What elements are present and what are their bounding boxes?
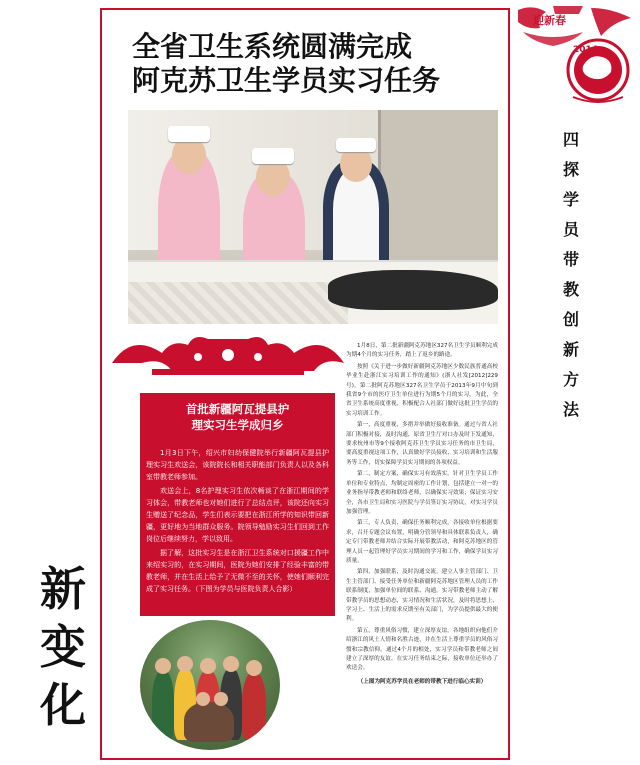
side-title-char: 学 [562,190,579,209]
ribbon-decoration [112,333,344,377]
new-year-badge [513,2,638,107]
new-year-year: 2014 [573,45,599,55]
sub-headline [140,393,335,443]
sidebar-story [140,443,335,616]
article-paragraph: 第五，尊重风俗习惯，建立深厚友谊。各地组织向他们介绍浙江的风土人情和名胜古迹，并在生活上尊重学员的风俗习惯和宗教信仰。通过4个月的相处，实习学员和带教老师之间建立了深厚的友谊。在实习任务结束之际，接收单位还举办了欢送会。 [346,627,498,672]
side-title-char: 创 [562,310,579,329]
headline [132,30,472,98]
article-paragraph: 第四，加强联系，及时沟通交流。建立人事主管部门、卫生主管部门、接受任务单位和新疆阿克苏地区管理人员的工作联系制度，加强单位间的联系、沟通。实习带教老师主动了解带教学员的思想动态，实习情况和生活状况，及时将思想上、学习上、生活上的需求反馈至有关部门，为学员提供最大的便利。 [346,569,498,623]
section-title-char: 新 [40,562,86,616]
side-title-char: 四 [562,130,579,149]
main-article [346,342,498,752]
sidebar-paragraph: 据了解，这批实习生是在浙江卫生系统对口援疆工作中来绍实习的，在实习期间，医院为她们安排了经验丰富的带教老师，并在生活上给予了无微不至的关怀，使她们顺利完成了实习任务。（下图为学员与医院负责人合影） [146,549,329,593]
sub-headline-line-1: 首批新疆阿瓦提县护 [185,402,290,416]
article-paragraph: 第一，高度重视，多措并举做好接收准备。通过与省人社部门积极对接，及时沟通，原省卫生厅对口办及时下发通知，要求杭州市等9个接收阿克苏卫生学员实习任务的市卫生局，要高度重视这项工作，认真做好学员接收、实习培训和生活服务等工作，切实保障学员实习期间的各项权益。 [346,422,498,466]
group-photo [140,620,280,750]
headline-line-1: 全省卫生系统圆满完成 [132,30,413,63]
sidebar-paragraph: 1月3日下午，绍兴市妇幼保健院举行新疆阿瓦提县护理实习生欢送会，该院院长和相关职能部门负责人以及各科室带教老师参加。 [146,449,329,481]
side-title-char: 方 [562,370,579,389]
section-title-char: 化 [40,678,86,732]
article-paragraph: 第三，专人负责，确保任务顺利完成。各接收单位根据要求，召开专题会议布置，明确分管领导和具体联系负责人，确定专门带教老师并结合实际开展带教活动，和阿克苏地区的管理人员一起管理好学员实习期间的学习和工作，确保学员实习质量。 [346,520,498,564]
photo-caption: （上图为阿克苏学员在老师的带教下进行临心实训） [357,678,487,685]
side-title-char: 带 [562,250,579,269]
article-paragraph: 第二，制定方案，确保实习有效落实。针对卫生学员工作单位和专业特点，均制定周密的工作计划，包括建立一对一的业务指导带教老师和联络老师，以确保实习效果；保证实习安全，各市卫生局和实习医院与学员签订实习协议，对实习学员加强管理。 [346,471,498,515]
side-title-char: 探 [562,160,579,179]
article-paragraph: 按照《关于进一步做好新疆阿克苏地区少数民族普通高校毕业生赴浙江实习培训工作的通知》(浙人社发[2012]229号)，第二批阿克苏地区327名卫生学员于2013年9月中旬到我省9个市的医疗卫生单位进行为期5个月的实习。为此，全省卫生系统高度重视，积极配合人社部门做好这批卫生学员的实习培训工作。 [346,363,498,417]
new-year-script: 迎新春 [533,14,566,27]
headline-line-2: 阿克苏卫生学员实习任务 [132,64,441,97]
section-title-char: 变 [40,620,86,674]
side-title-char: 法 [562,400,579,419]
sub-headline-line-2: 理实习生学成归乡 [191,418,284,432]
nurses-photo [128,110,498,324]
side-title-char: 员 [562,220,579,239]
section-title-new-changes [40,560,100,734]
side-title-char: 新 [562,340,579,359]
side-section-title [553,125,589,425]
article-paragraph: 1月8日，第二批新疆阿克苏地区327名卫生学员顺利完成为期4个月的实习任务，踏上了返乡的路途。 [346,343,498,359]
side-title-char: 教 [562,280,579,299]
sidebar-paragraph: 欢送会上，8名护理实习生依次畅谈了在浙江期间的学习体会，带教老师也对她们进行了总结点评，该院还向实习生赠送了纪念品，学生们表示要把在浙江所学的知识带回新疆，更好地为当地群众服务。院领导勉励实习生们回到工作岗位后继续努力，学以致用。 [146,487,329,543]
